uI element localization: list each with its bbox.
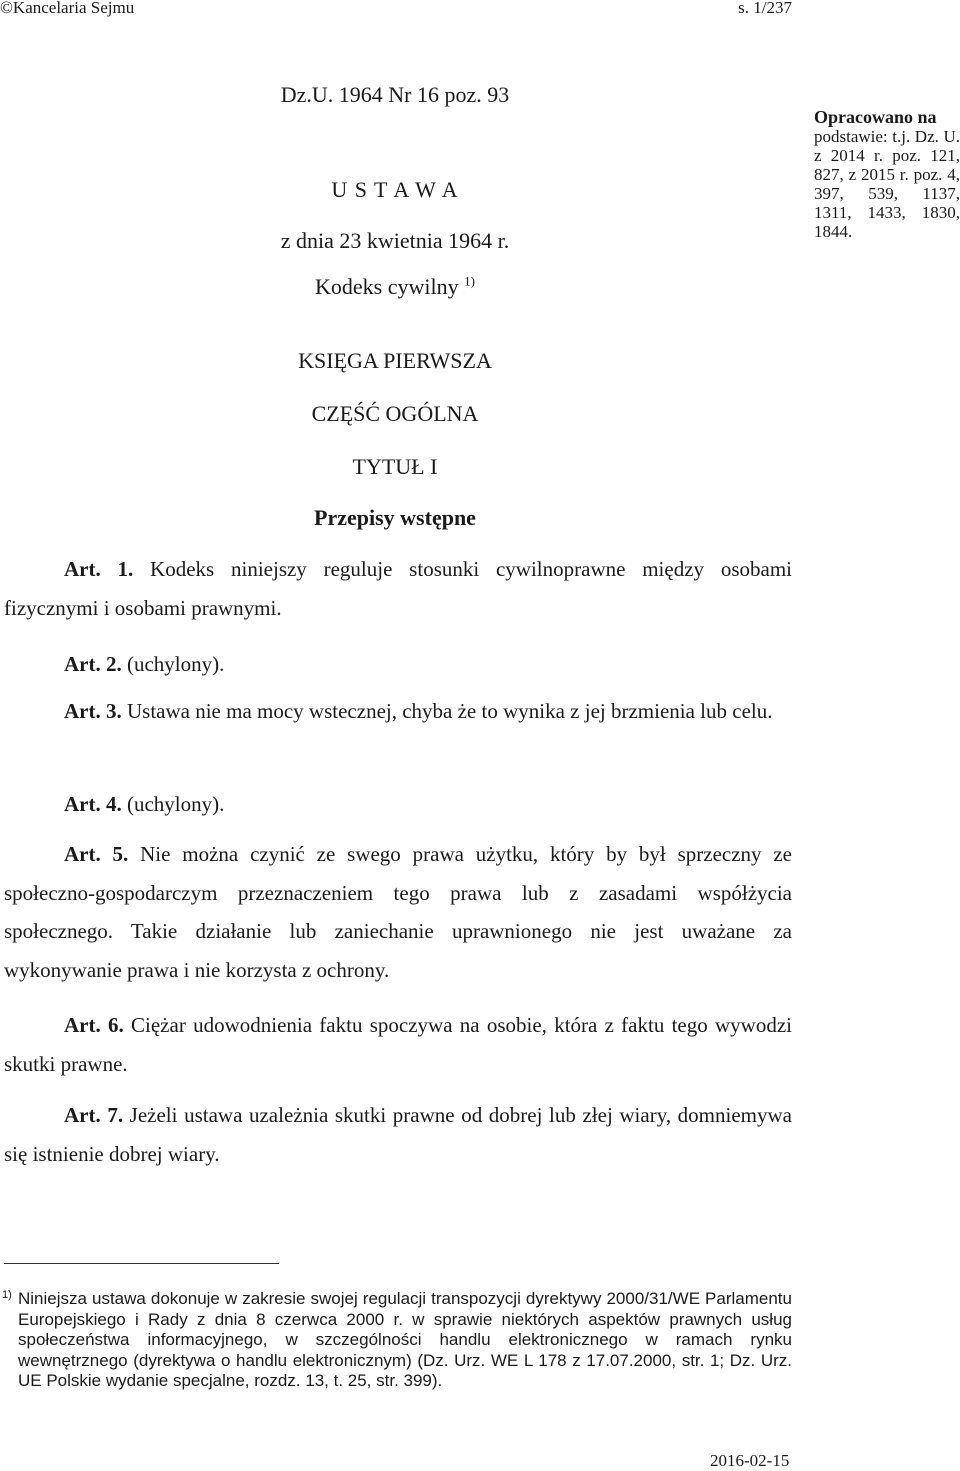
article-4 (64, 785, 784, 824)
article-2 (64, 645, 784, 684)
article-text: (uchylony). (121, 652, 225, 676)
part-heading: CZĘŚĆ OGÓLNA (311, 401, 479, 426)
act-name-text: Kodeks cywilny (315, 274, 459, 299)
article-number: Art. 2. (64, 652, 122, 676)
article-text: Nie można czynić ze swego prawa użytku, który by był sprzeczny ze społeczno-gospodarczym przeznaczeniem tego prawa lub z zasadami współżycia społecznego. Takie działanie lub zaniechanie uprawnionego nie jest uważane za wykonywanie prawa i nie korzysta z ochrony. (4, 842, 793, 982)
act-name (200, 274, 590, 300)
footnote-text: Niniejsza ustawa dokonuje w zakresie swojej regulacji transpozycji dyrektywy 2000/31/WE Parlamentu Europejskiego i Rady z dnia 8 czerwca 2000 r. w sprawie niektórych aspektów prawnych usług społeczeństwa informacyjnego, w szczególności handlu elektronicznego w ramach rynku wewnętrznego (dyrektywa o handlu elektronicznym) (Dz. Urz. WE L 178 z 17.07.2000, str. 1; Dz. Urz. UE Polskie wydanie specjalne, rozdz. 13, t. 25, str. 399). (18, 1289, 792, 1390)
article-number: Art. 4. (64, 792, 122, 816)
article-7 (4, 1096, 792, 1173)
journal-reference: Dz.U. 1964 Nr 16 poz. 93 (280, 82, 510, 107)
article-text: Ciężar udowodnienia faktu spoczywa na osobie, która z faktu tego wywodzi skutki prawne. (4, 1013, 792, 1076)
footer-date: 2016-02-15 (710, 1451, 790, 1470)
side-note-text: podstawie: t.j. Dz. U. z 2014 r. poz. 121, 827, z 2015 r. poz. 4, 397, 539, 1137, 1311, 1433, 1830, 1844. (814, 127, 960, 241)
act-date: z dnia 23 kwietnia 1964 r. (280, 228, 510, 253)
header-source: ©Kancelaria Sejmu (0, 0, 135, 17)
footnote-reference[interactable]: 1) (464, 273, 475, 289)
act-type: U S T A W A (331, 177, 459, 202)
side-note (814, 108, 960, 241)
footnote-marker: 1) (2, 1289, 12, 1301)
article-number: Art. 3. (64, 699, 122, 723)
article-6 (4, 1006, 792, 1083)
article-text: (uchylony). (121, 792, 225, 816)
side-note-heading: Opracowano na (814, 107, 937, 127)
book-heading: KSIĘGA PIERWSZA (298, 348, 492, 373)
article-number: Art. 5. (64, 842, 129, 866)
footnote-separator (4, 1263, 279, 1264)
header-page-number: s. 1/237 (738, 0, 792, 17)
article-text: Ustawa nie ma mocy wstecznej, chyba że to wynika z jej brzmienia lub celu. (121, 699, 773, 723)
footnote (4, 1289, 792, 1392)
title-heading: TYTUŁ I (352, 454, 438, 479)
article-number: Art. 1. (64, 557, 134, 581)
article-number: Art. 6. (64, 1013, 124, 1037)
article-text: Jeżeli ustawa uzależnia skutki prawne od dobrej lub złej wiary, domniemywa się istnienie dobrej wiary. (4, 1103, 792, 1166)
article-5 (4, 835, 792, 989)
article-3 (4, 692, 792, 731)
article-number: Art. 7. (64, 1103, 124, 1127)
subtitle-heading: Przepisy wstępne (314, 505, 476, 530)
article-1 (4, 550, 792, 627)
article-text: Kodeks niniejszy reguluje stosunki cywilnoprawne między osobami fizycznymi i osobami prawnymi. (4, 557, 792, 620)
